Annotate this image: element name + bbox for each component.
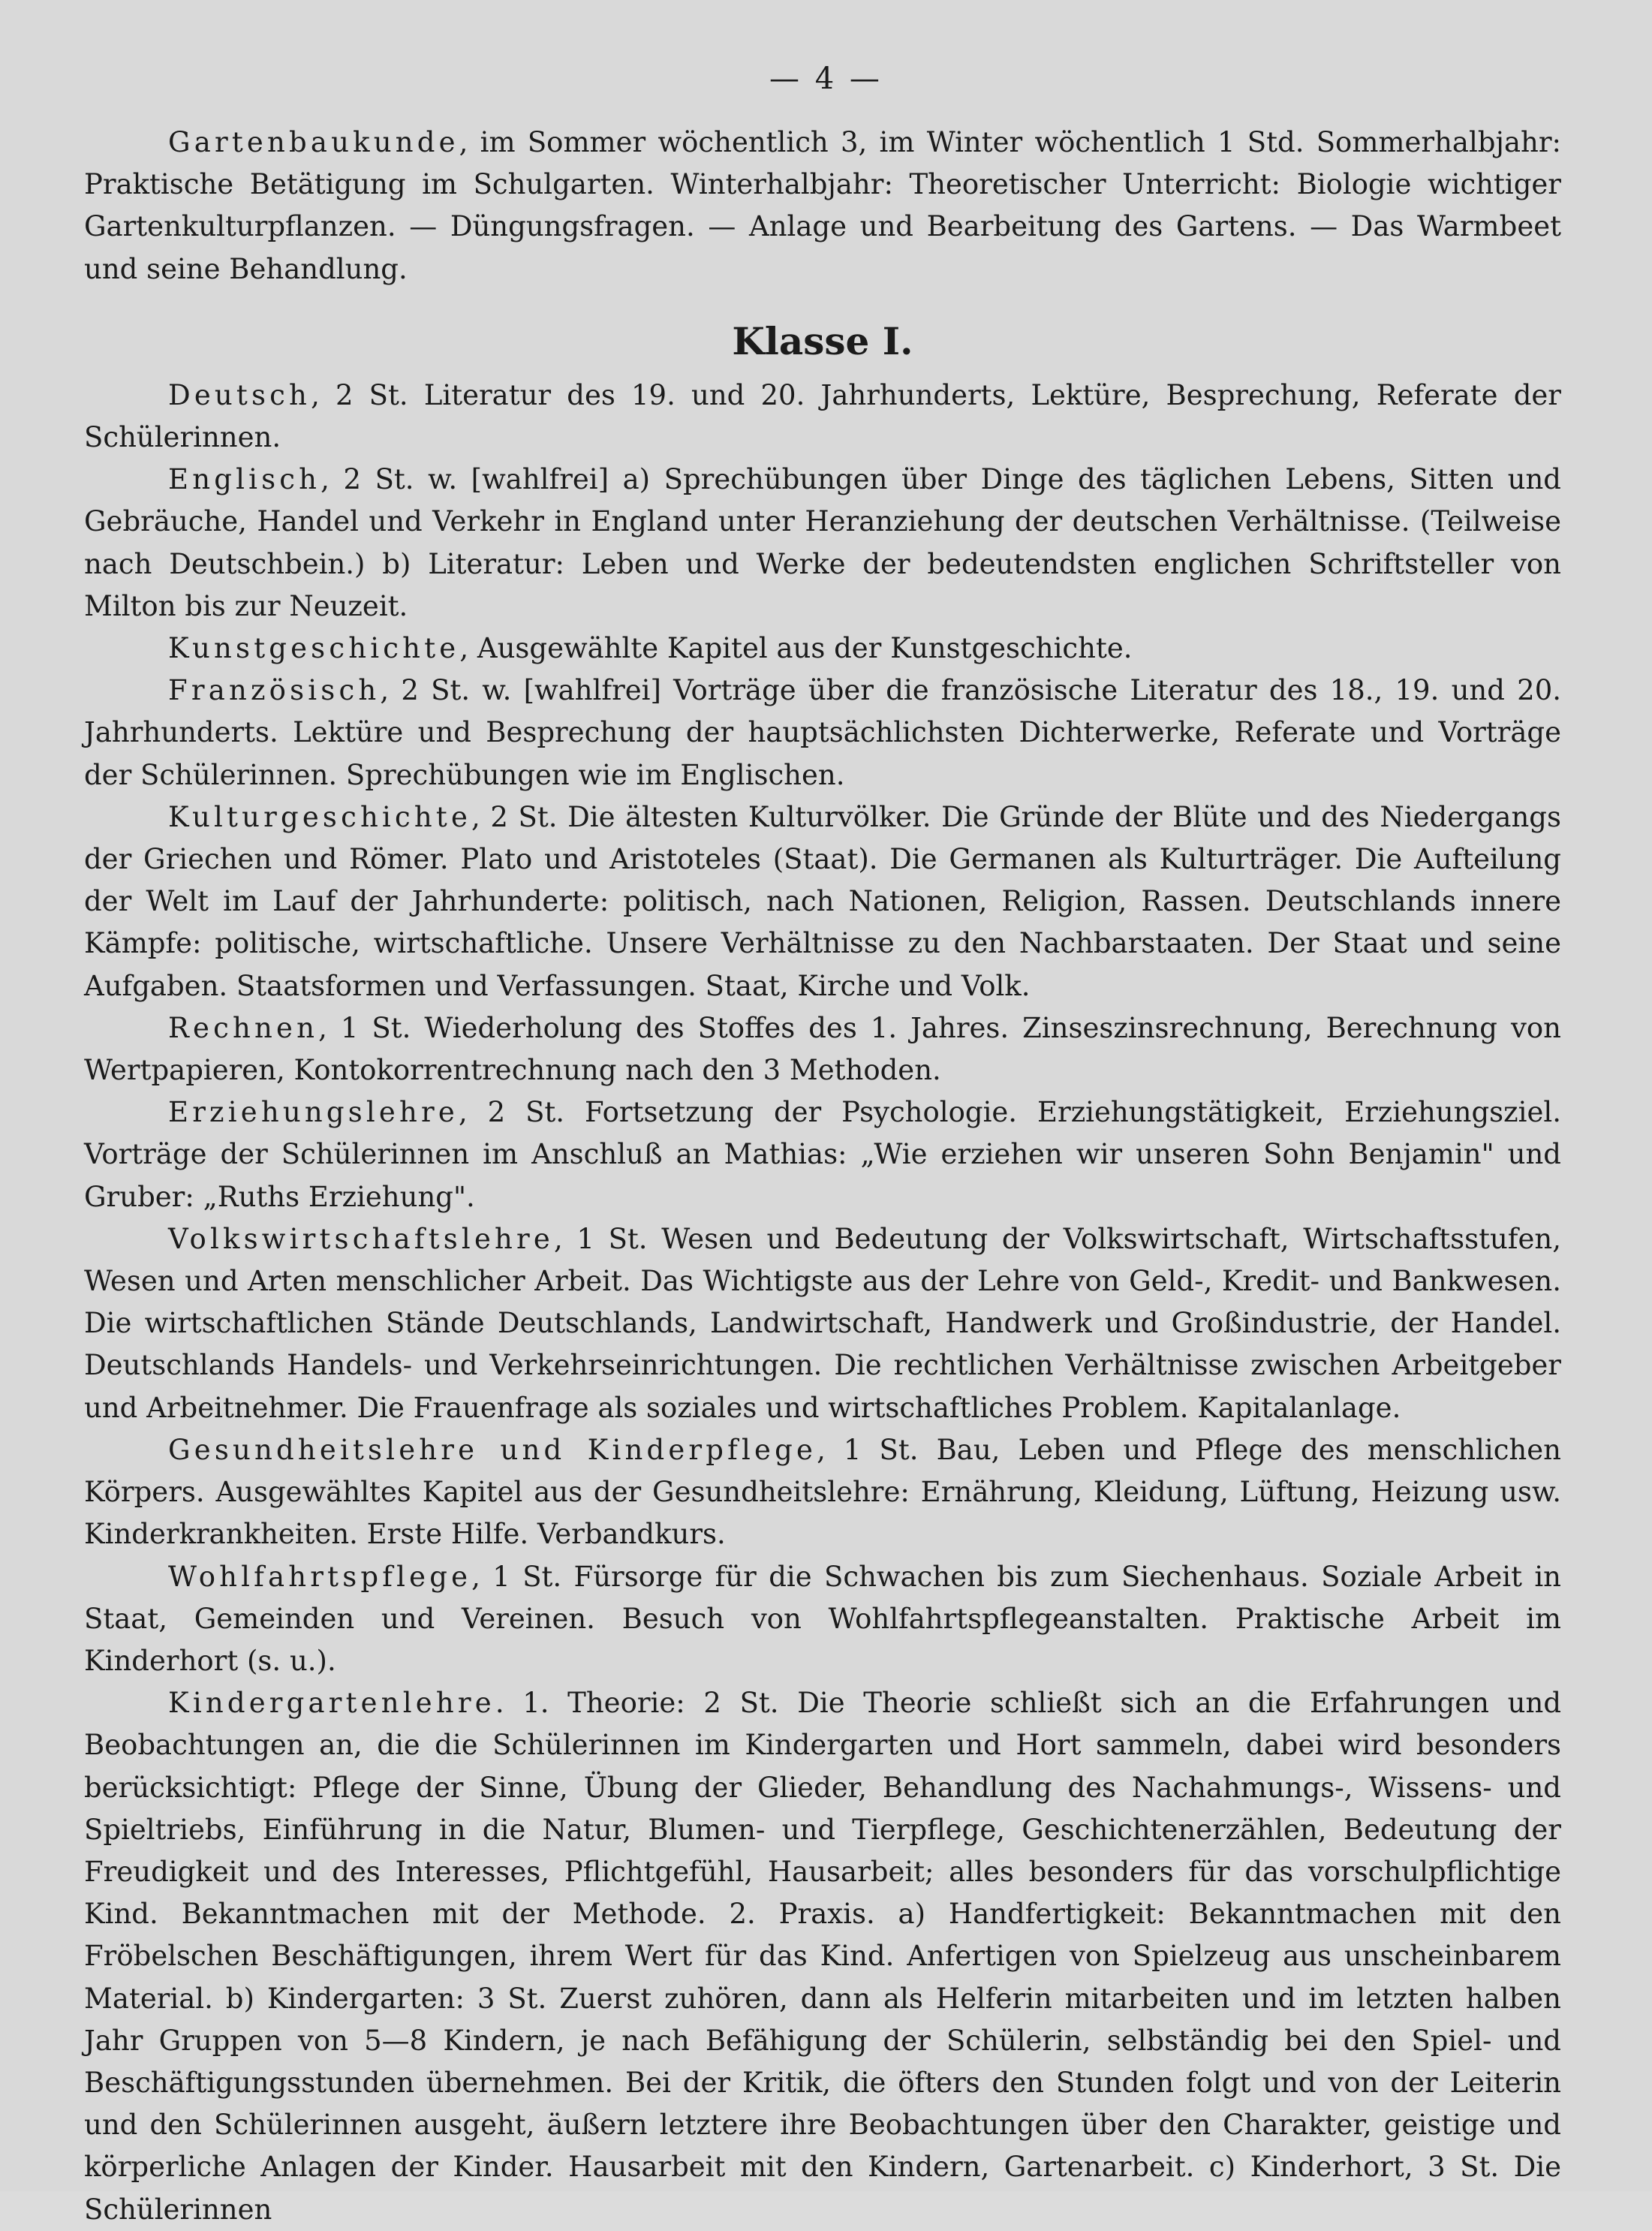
subject-text: , 2 St. w. [wahlfrei] a) Sprechübungen über Dinge des täglichen Lebens, Sitten und Gebräuche, Handel und Verkehr in England unter Heranziehung der deutschen Verhältnisse. (Teilweise nach Deutschbein.) b) Literatur: Leben und Werke der bedeutendsten englichen Schriftsteller von Milton bis zur Neuzeit.: [84, 463, 1561, 622]
subject-text: , im Sommer wöchentlich 3, im Winter wöchentlich 1 Std. Sommerhalbjahr: Praktische Betätigung im Schulgarten. Winterhalbjahr: Theoretischer Unterricht: Biologie wichtiger Gartenkulturpflanzen. — Düngungsfragen. — Anlage und Bearbeitung des Gartens. — Das Warmbeet und seine Behandlung.: [84, 126, 1561, 285]
subject-name: Gartenbaukunde: [168, 126, 459, 158]
paragraph-kunstgeschichte: [84, 628, 1561, 670]
paragraph-kindergartenlehre: [84, 1682, 1561, 2231]
subject-text: , 1 St. Bau, Leben und Pflege des menschlichen Körpers. Ausgewähltes Kapitel aus der Gesundheitslehre: Ernährung, Kleidung, Lüftung, Heizung usw. Kinderkrankheiten. Erste Hilfe. Verbandkurs.: [84, 1433, 1561, 1551]
subject-text: , 1 St. Fürsorge für die Schwachen bis zum Siechenhaus. Soziale Arbeit in Staat, Gemeinden und Vereinen. Besuch von Wohlfahrtspflegeanstalten. Praktische Arbeit im Kinderhort (s. u.).: [84, 1560, 1561, 1677]
document-body: [84, 122, 1561, 2231]
paragraph-deutsch: [84, 375, 1561, 459]
class-heading: Klasse I.: [732, 318, 913, 363]
paragraph-wohlfahrtspflege: [84, 1556, 1561, 1683]
paragraph-erziehungslehre: [84, 1091, 1561, 1218]
subject-text: , 1 St. Wesen und Bedeutung der Volkswirtschaft, Wirtschaftsstufen, Wesen und Arten menschlicher Arbeit. Das Wichtigste aus der Lehre von Geld-, Kredit- und Bankwesen. Die wirtschaftlichen Stände Deutschlands, Landwirtschaft, Handwerk und Großindustrie, der Handel. Deutschlands Handels- und Verkehrseinrichtungen. Die rechtlichen Verhältnisse zwischen Arbeitgeber und Arbeitnehmer. Die Frauenfrage als soziales und wirtschaftliches Problem. Kapitalanlage.: [84, 1222, 1561, 1424]
paragraph-englisch: [84, 459, 1561, 628]
subject-text: , Ausgewählte Kapitel aus der Kunstgeschichte.: [459, 632, 1133, 665]
subject-text: , 2 St. Literatur des 19. und 20. Jahrhunderts, Lektüre, Besprechung, Referate der Schülerinnen.: [84, 378, 1561, 454]
subject-name: Erziehungslehre: [168, 1096, 459, 1129]
subject-text: , 1 St. Wiederholung des Stoffes des 1. Jahres. Zinseszinsrechnung, Berechnung von Wertpapieren, Kontokorrentrechnung nach den 3 Methoden.: [84, 1011, 1561, 1087]
subject-text: . 1. Theorie: 2 St. Die Theorie schließt sich an die Erfahrungen und Beobachtungen an, die die Schülerinnen im Kindergarten und Hort sammeln, dabei wird besonders berücksichtigt: Pflege der Sinne, Übung der Glieder, Behandlung des Nachahmungs-, Wissens- und Spieltriebs, Einführung in die Natur, Blumen- und Tierpflege, Geschichtenerzählen, Bedeutung der Freudigkeit und des Interesses, Pflichtgefühl, Hausarbeit; alles besonders für das vorschulpflichtige Kind. Bekanntmachen mit der Methode. 2. Praxis. a) Handfertigkeit: Bekanntmachen mit den Fröbelschen Beschäftigungen, ihrem Wert für das Kind. Anfertigen von Spielzeug aus unscheinbarem Material. b) Kindergarten: 3 St. Zuerst zuhören, dann als Helferin mitarbeiten und im letzten halben Jahr Gruppen von 5—8 Kindern, je nach Befähigung der Schülerin, selbständig bei den Spiel- und Beschäftigungsstunden übernehmen. Bei der Kritik, die öfters den Stunden folgt und von der Leiterin und den Schülerinnen ausgeht, äußern letztere ihre Beobachtungen über den Charakter, geistige und körperliche Anlagen der Kinder. Hausarbeit mit den Kindern, Gartenarbeit. c) Kinderhort, 3 St. Die Schülerinnen: [84, 1687, 1561, 2226]
subject-name: Rechnen: [168, 1011, 319, 1044]
paragraph-gartenbaukunde: [84, 122, 1561, 291]
subject-name: Gesundheitslehre und Kinderpflege: [168, 1433, 817, 1466]
subject-name: Volkswirtschaftslehre: [168, 1222, 554, 1255]
paragraph-kulturgeschichte: [84, 796, 1561, 1007]
paragraph-franzoesisch: [84, 670, 1561, 796]
subject-name: Kindergartenlehre: [168, 1687, 495, 1720]
page-number: — 4 —: [769, 62, 883, 96]
subject-name: Deutsch: [168, 378, 311, 411]
subject-text: , 2 St. Fortsetzung der Psychologie. Erziehungstätigkeit, Erziehungsziel. Vorträge der Schülerinnen im Anschluß an Mathias: „Wie erziehen wir unseren Sohn Benjamin" und Gruber: „Ruths Erziehung".: [84, 1096, 1561, 1213]
subject-text: , 2 St. w. [wahlfrei] Vorträge über die französische Literatur des 18., 19. und 20. Jahrhunderts. Lektüre und Besprechung der hauptsächlichsten Dichterwerke, Referate und Vorträge der Schülerinnen. Sprechübungen wie im Englischen.: [84, 674, 1561, 791]
subject-name: Wohlfahrtspflege: [168, 1560, 472, 1593]
paragraph-volkswirtschaftslehre: [84, 1218, 1561, 1429]
paragraph-gesundheitslehre: [84, 1429, 1561, 1556]
subject-name: Französisch: [168, 674, 381, 707]
subject-text: , 2 St. Die ältesten Kulturvölker. Die Gründe der Blüte und des Niedergangs der Griechen und Römer. Plato und Aristoteles (Staat). Die Germanen als Kulturträger. Die Aufteilung der Welt im Lauf der Jahrhunderte: politisch, nach Nationen, Religion, Rassen. Deutschlands innere Kämpfe: politische, wirtschaftliche. Unsere Verhältnisse zu den Nachbarstaaten. Der Staat und seine Aufgaben. Staatsformen und Verfassungen. Staat, Kirche und Volk.: [84, 800, 1561, 1002]
paragraph-rechnen: [84, 1007, 1561, 1091]
subject-name: Kunstgeschichte: [168, 632, 460, 665]
subject-name: Englisch: [168, 463, 321, 496]
subject-name: Kulturgeschichte: [168, 800, 472, 833]
